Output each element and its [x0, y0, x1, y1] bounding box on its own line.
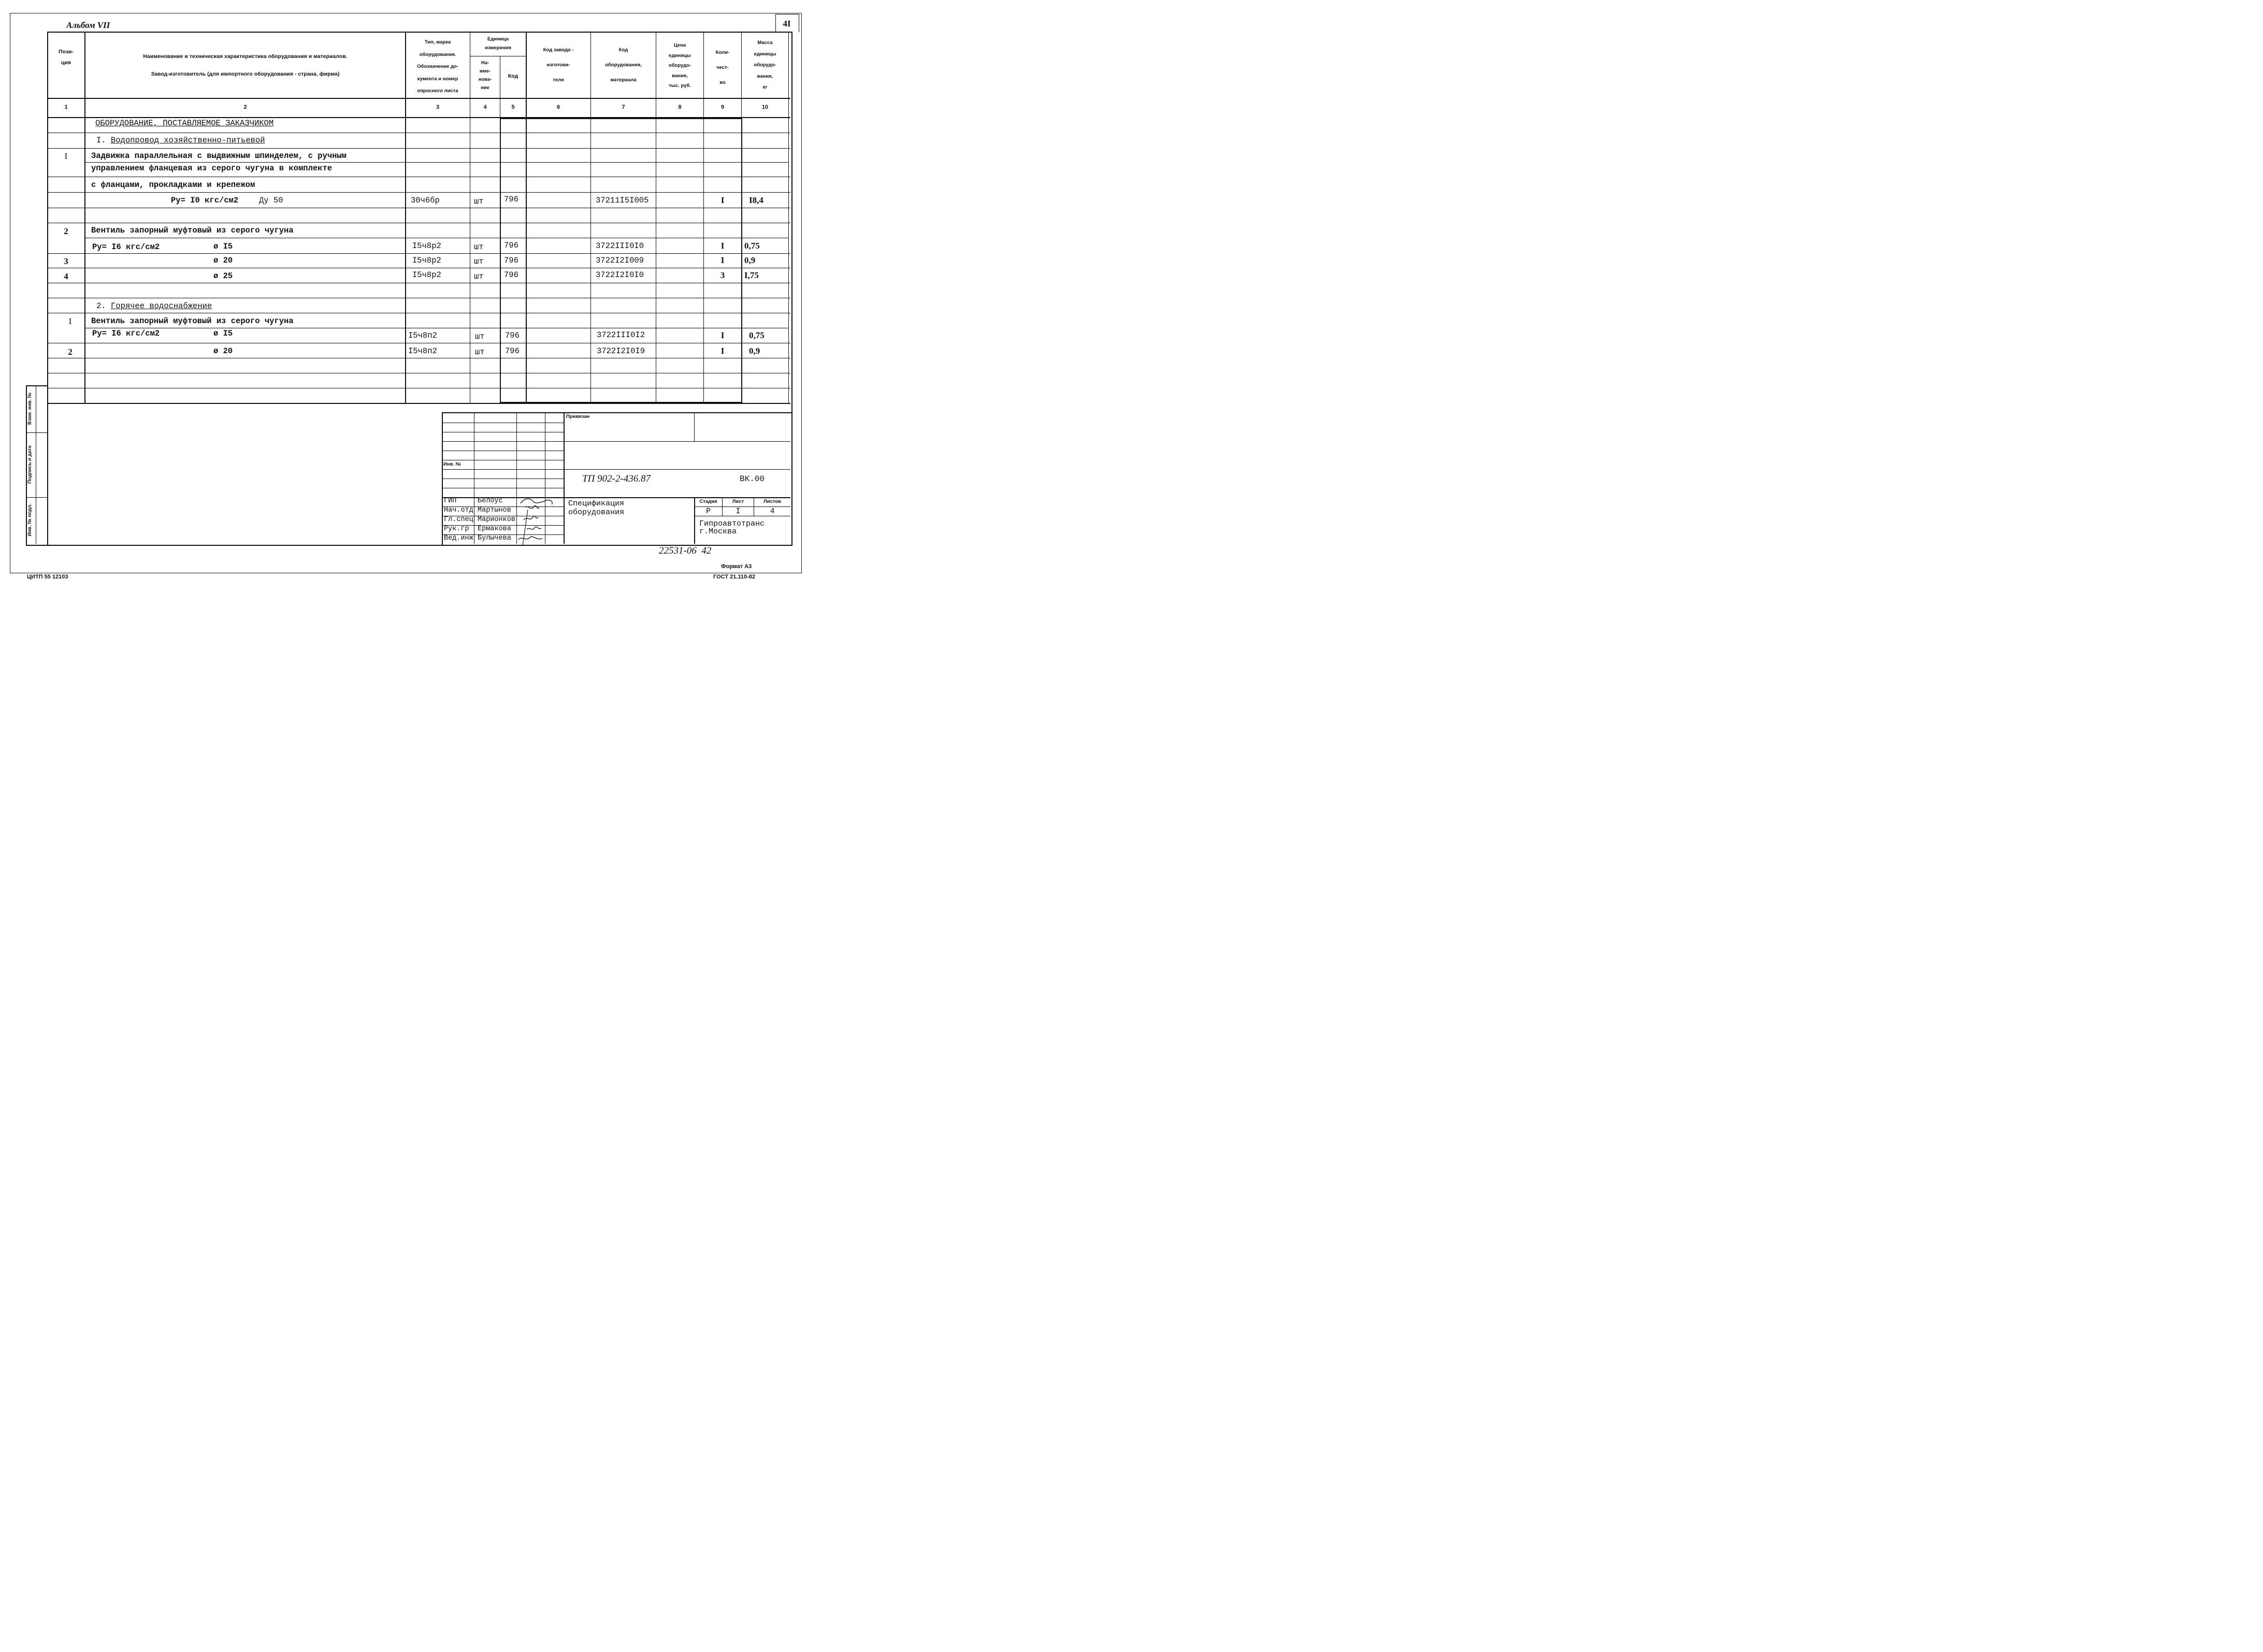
header-equipment-code: Код оборудования, материала: [605, 47, 642, 83]
col-number: 3: [436, 104, 440, 110]
item-description: управлением фланцевая из серого чугуна в комплекте: [91, 164, 333, 173]
pressure-spec: Ру= I6 кгс/см2: [92, 242, 160, 252]
header-unit: Единица измерения: [485, 36, 511, 51]
quantity-cell: I: [720, 195, 725, 205]
sheet-label: Лист: [732, 499, 744, 504]
header-factory-code: Код завода - изготови- теля: [543, 47, 574, 83]
mass-cell: 0,9: [749, 346, 760, 356]
organization-city: г.Москва: [699, 527, 737, 536]
section-title: ОБОРУДОВАНИЕ, ПОСТАВЛЯЕМОЕ ЗАКАЗЧИКОМ: [95, 119, 274, 128]
organization: Гипроавтотранс: [699, 519, 765, 528]
unit-cell: шт: [474, 197, 484, 206]
col-number: 6: [556, 104, 560, 110]
header-unit-code: Код: [508, 73, 518, 79]
unit-code-cell: 796: [504, 195, 518, 204]
item-description: Вентиль запорный муфтовый из серого чугуна: [91, 316, 294, 326]
drawing-mark: ВК.00: [740, 474, 765, 484]
person-name: Марионков: [478, 516, 515, 524]
type-cell: I5ч8р2: [412, 241, 441, 251]
mass-cell: 0,75: [744, 241, 760, 251]
position-cell: 3: [64, 256, 68, 266]
mass-cell: I8,4: [749, 195, 763, 205]
equipment-code-cell: 3722I2I0I9: [597, 346, 645, 356]
type-cell: I5ч8р2: [412, 270, 441, 280]
col-number: 5: [511, 104, 515, 110]
equipment-code-cell: 3722I2I009: [596, 256, 644, 265]
sheet-value: I: [736, 507, 741, 516]
equipment-code-cell: 3722III0I2: [597, 330, 645, 340]
quantity-cell: 3: [720, 270, 725, 280]
stage-value: Р: [705, 507, 711, 516]
header-mass: Масса единицы оборудо- вания, кг: [754, 40, 776, 90]
unit-code-cell: 796: [504, 256, 518, 265]
item-description: Вентиль запорный муфтовый из серого чугуна: [91, 226, 294, 235]
diameter-spec: ø 20: [213, 256, 233, 265]
equipment-code-cell: 37211I5I005: [596, 196, 649, 205]
person-name: Мартынов: [478, 506, 511, 514]
col-number: 7: [622, 104, 625, 110]
header-quantity: Коли- чест- во: [715, 50, 730, 85]
type-cell: I5ч8п2: [408, 331, 437, 340]
album-label: Альбом VII: [66, 20, 110, 30]
format-label: Формат А3: [721, 563, 752, 570]
mass-cell: I,75: [744, 270, 759, 280]
item-description: Задвижка параллельная с выдвижным шпинделем, с ручным: [91, 151, 347, 161]
side-stamp-label: Взам. инв. №: [27, 392, 33, 425]
diameter-spec: ø I5: [213, 242, 233, 251]
header-unit-name: На- име- нова- ние: [478, 60, 492, 91]
position-cell: 4: [64, 271, 68, 281]
person-name: Ермакова: [478, 525, 511, 533]
gost-label: ГОСТ 21.110-82: [713, 574, 756, 580]
header-position: Пози- ция: [59, 49, 74, 66]
side-stamp-label: Инв. № подл.: [27, 503, 33, 537]
role-label: Нач.отд: [444, 506, 473, 514]
position-cell: 2: [68, 347, 73, 357]
inv-no-label: Инв. №: [443, 461, 462, 467]
equipment-code-cell: 3722I2I0I0: [596, 270, 644, 280]
col-number: 8: [678, 104, 682, 110]
sheets-value: 4: [770, 507, 775, 516]
unit-cell: шт: [474, 242, 484, 252]
role-label: ГИП: [444, 497, 457, 505]
position-cell: I: [68, 316, 72, 326]
quantity-cell: I: [720, 241, 725, 251]
diameter-spec: ø I5: [213, 329, 233, 338]
unit-cell: шт: [475, 332, 485, 341]
col-number: 2: [243, 104, 247, 110]
unit-cell: шт: [474, 272, 484, 281]
person-name: Белоус: [478, 497, 503, 505]
equipment-code-cell: 3722III0I0: [596, 241, 644, 251]
unit-code-cell: 796: [505, 331, 520, 340]
unit-cell: шт: [475, 347, 485, 357]
mass-cell: 0,9: [744, 255, 756, 265]
pressure-spec: Ру= I6 кгс/см2: [92, 329, 160, 338]
privyazan-label: Привязан: [566, 414, 590, 419]
col-number: 4: [483, 104, 487, 110]
col-number: 9: [720, 104, 725, 110]
diameter-spec: ø 25: [213, 271, 233, 281]
citp-label: ЦИТП 55 12103: [27, 574, 68, 580]
diameter-spec: ø 20: [213, 346, 233, 356]
role-label: Гл.спец: [444, 516, 473, 524]
archive-number: 22531-06 42: [659, 545, 712, 556]
subsection-title: 2. Горячее водоснабжение: [96, 301, 212, 311]
unit-code-cell: 796: [504, 241, 518, 250]
diameter-spec: Ду 50: [259, 196, 283, 205]
header-name: Наименование и техническая характеристика оборудования и материалов. Завод-изготовитель (для импортного оборудования - страна, фирма): [143, 53, 348, 77]
type-cell: I5ч8р2: [412, 256, 441, 265]
subsection-title: I. Водопровод хозяйственно-питьевой: [96, 136, 265, 145]
designation: ТП 902-2-436.87: [582, 473, 651, 484]
position-cell: 2: [64, 226, 68, 236]
header-price: Цена единицы оборудо- вания, тыс. руб.: [668, 42, 691, 89]
side-stamp-label: Подпись и дата: [27, 445, 33, 484]
quantity-cell: I: [720, 255, 725, 265]
role-label: Вед.инж: [444, 534, 473, 542]
sheets-label: Листов: [763, 499, 781, 504]
quantity-cell: I: [720, 346, 725, 356]
type-cell: I5ч8п2: [408, 346, 437, 356]
quantity-cell: I: [720, 330, 725, 340]
header-type: Тип, марка оборудования. Обозначение до- кумента и номер опросного листа: [417, 39, 458, 94]
unit-cell: шт: [474, 257, 484, 266]
signature-marks: [515, 496, 557, 548]
col-number: 10: [761, 104, 769, 110]
unit-code-cell: 796: [505, 346, 520, 356]
sheet-number: 4I: [783, 19, 791, 28]
pressure-spec: Ру= I0 кгс/см2: [171, 196, 239, 205]
document-title: оборудования: [568, 508, 625, 517]
position-cell: I: [64, 151, 68, 161]
col-number: 1: [64, 104, 68, 110]
mass-cell: 0,75: [749, 330, 765, 340]
type-cell: 30ч6бр: [411, 196, 440, 205]
unit-code-cell: 796: [504, 270, 518, 280]
item-description: с фланцами, прокладками и крепежом: [91, 180, 255, 190]
role-label: Рук.гр: [444, 525, 469, 533]
stage-label: Стадия: [699, 499, 717, 504]
person-name: Булычева: [478, 534, 511, 542]
document-title: Спецификация: [568, 499, 625, 508]
